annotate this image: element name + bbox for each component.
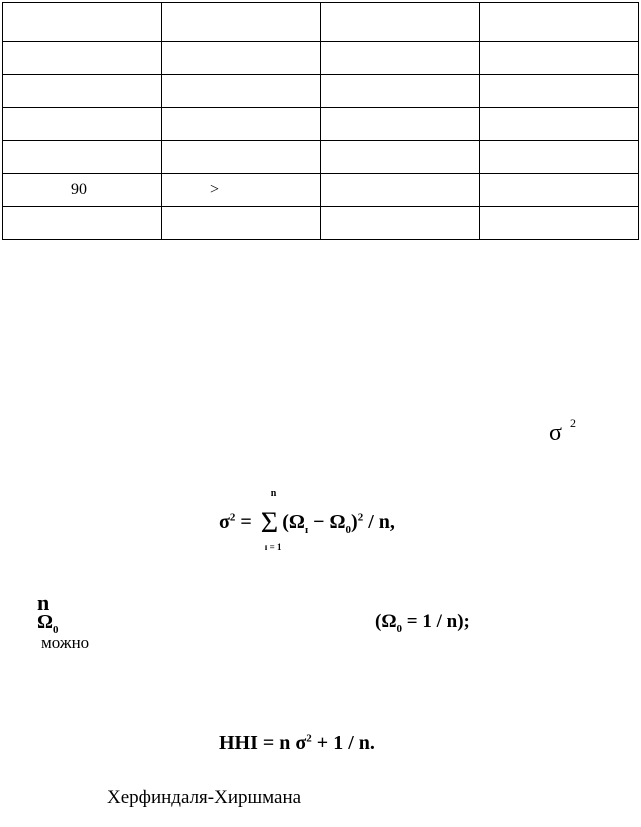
sigma-squared-symbol: σ $^2$ <box>549 416 576 446</box>
table-cell <box>162 108 321 141</box>
table-cell <box>162 3 321 42</box>
table-row <box>3 3 639 42</box>
table-cell <box>480 3 639 42</box>
table-row <box>3 75 639 108</box>
table-row <box>3 42 639 75</box>
table-cell <box>480 42 639 75</box>
table-cell <box>480 141 639 174</box>
table-cell <box>321 141 480 174</box>
table-cell <box>480 108 639 141</box>
table-cell <box>321 207 480 240</box>
summation-symbol: Σ n ɪ = 1 <box>260 488 282 552</box>
table-cell <box>321 174 480 207</box>
table-cell <box>321 108 480 141</box>
table-cell <box>480 207 639 240</box>
word-mozhno: можно <box>41 633 90 652</box>
omega-zero-symbol: $\Omega_0$ <box>37 611 59 636</box>
table-cell-value: 90 <box>3 174 162 207</box>
hhi-formula: HHI = n $\sigma^2 + 1 / n$. <box>219 732 375 754</box>
table-row <box>3 207 639 240</box>
table-row <box>3 174 639 207</box>
table-row <box>3 141 639 174</box>
data-table <box>2 2 639 240</box>
table-cell <box>162 207 321 240</box>
table-cell <box>3 75 162 108</box>
table-cell <box>162 141 321 174</box>
table-cell <box>3 207 162 240</box>
omega-definition: $(\Omega_0 = 1 / n)$; <box>375 611 470 635</box>
n-symbol: n <box>37 590 50 615</box>
table-cell <box>3 108 162 141</box>
table-cell <box>3 141 162 174</box>
table-cell <box>162 75 321 108</box>
table-cell <box>321 75 480 108</box>
table-cell <box>480 174 639 207</box>
table-cell <box>321 3 480 42</box>
table-cell <box>162 42 321 75</box>
table-cell <box>3 3 162 42</box>
table-cell <box>321 42 480 75</box>
variance-formula: $\sigma^2 = \Sigma$ n ɪ = 1 $(\Omega_ɪ - \Omega_0)^2 / n$, <box>219 488 395 552</box>
table-cell-comparison: > <box>162 174 321 207</box>
table-row <box>3 108 639 141</box>
table-cell <box>480 75 639 108</box>
table-cell <box>3 42 162 75</box>
herfindahl-hirschman-label: Херфиндаля-Хиршмана <box>107 787 302 808</box>
